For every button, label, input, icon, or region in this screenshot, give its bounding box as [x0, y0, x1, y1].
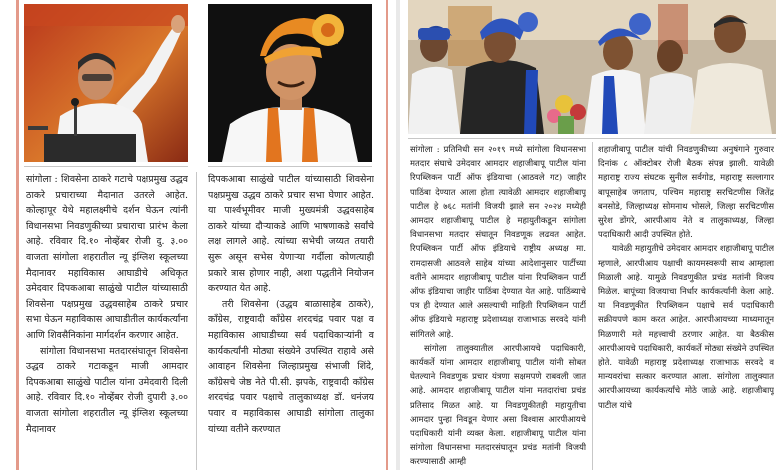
- paragraph: यावेळी महायुतीचे उमेदवार आमदार शहाजीबापू पाटील म्हणाले, आरपीआय पक्षाची कायमस्वरूपी साथ आम्हाला मिळाली आहे. यामुळे निवडणुकीत प्रचंड मतांनी विजय मिळेल. बापूंच्या विजयाचा निर्धार कार्यकर्त्यांनी केला आहे. या निवडणुकीत रिपब्लिकन पक्षाचे सर्व पदाधिकारी सक्रीयपणे काम करत आहेत. आरपीआयच्या माध्यमातून मिळणारी मते महत्त्वाची ठरणार आहेत. या बैठकीस आरपीआयचे पदाधिकारी, कार्यकर्ते मोठ्या संख्येने उपस्थित होते. यावेळी महाराष्ट्र प्रदेशाध्यक्ष राजाभाऊ सरवदे व मान्यवरांचा सत्कार करण्यात आला. सांगोला तालुक्यात आरपीआयच्या कार्यकर्त्यांचे मोठे जाळे आहे. शहाजीबापू पाटील यांचे: [598, 243, 774, 410]
- photo-caption-rule: [24, 166, 188, 167]
- column-separator-rule: [196, 172, 197, 470]
- paragraph: सांगोला : शिवसेना ठाकरे गटाचे पक्षप्रमुख उद्धव ठाकरे प्रचाराच्या मैदानात उतरले आहेत. कोल्हापूर येथे महालक्ष्मीचे दर्शन घेऊन त्यांनी विधानसभा निवडणुकीच्या प्रचाराचा प्रारंभ केला आहे. रविवार दि.१० नोव्हेंबर रोजी दु. ३.०० वाजता सांगोला शहरातील न्यू इंग्लिश स्कूलच्या मैदानावर महाविकास आघाडीचे अधिकृत उमेदवार दिपकआबा साळुंखे पाटील यांच्यासाठी शिवसेना पक्षप्रमुख उद्धवसाहेब ठाकरे प्रचार सभा घेऊन महाविकास आघाडीतील कार्यकर्त्यांना आणि शिवसैनिकांना मार्गदर्शन करणार आहेत.: [26, 174, 188, 341]
- uddhav-thackeray-speaking-photo: [24, 4, 188, 162]
- paragraph: सांगोला तालुक्यातील आरपीआयचे पदाधिकारी, कार्यकर्ते यांना आमदार शहाजीबापू पाटील यांनी सोबत घेतल्याने निवडणुक प्रचार यंत्रणा सक्षमपणे राबवली जात आहे. आमदार शहाजीबापू पाटील यांना मतदारांचा प्रचंड प्रतिसाद मिळत आहे. या निवडणुकीतही महायुतीचा आमदार पुन्हा निवडून येणार असा विश्वास आरपीआयचे पदाधिकारी यांनी व्यक्त केला. शहाजीबापू पाटील यांना सांगोला विधानसभा मतदारसंघातून प्रचंड मतांनी विजयी करण्यासाठी आम्ही: [410, 342, 586, 467]
- paragraph: सांगोला : प्रतिनिधी सन २०१९ मध्ये सांगोला विधानसभा मतदार संघाचे उमेदवार आमदार शहाजीबापू पाटील यांना रिपब्लिकन पार्टी ऑफ इंडियाचा (आठवले गट) जाहीर पाठिंबा देण्यात आला होता त्यावेळी आमदार शहाजीबापू पाटील हे ७६८ मतांनी विजयी झाले सन २०२४ मध्येही आमदार शहाजीबापू पाटील हे महायुतीकडून सांगोला विधानसभा मतदार संघातून निवडणूक लढवत आहेत. रिपब्लिकन पार्टी ऑफ इंडियाचे राष्ट्रीय अध्यक्ष मा. रामदासजी आठवले साहेब यांच्या आदेशानुसार पार्टीच्या वतीने आमदार शहाजीबापू पाटील यांना रिपब्लिकन पार्टी ऑफ इंडियाचा जाहीर पाठिंबा देण्यात येत आहे. पाठिंब्याचे पत्र ही देण्यात आले असल्याची माहिती रिपब्लिकन पार्टी ऑफ इंडियाचे महाराष्ट्र प्रदेशाध्यक्ष राजाभाऊ सरवदे यांनी सांगितले आहे.: [410, 144, 586, 339]
- paragraph: तरी शिवसेना (उद्धव बाळासाहेब ठाकरे), काँग्रेस, राष्ट्रवादी काँग्रेस शरदचंद्र पवार पक्ष व महाविकास आघाडीच्या सर्व पदाधिकाऱ्यांनी व कार्यकर्त्यांनी मोठ्या संख्येने उपस्थित राहावे असे आवाहन शिवसेना जिल्हाप्रमुख संभाजी शिंदे, काँग्रेसचे जेष्ठ नेते पी.सी. झपके, राष्ट्रवादी काँग्रेस शरदचंद्र पवार पक्षाचे तालुकाध्यक्ष डॉ. धनंजय पवार व महाविकास आघाडी सांगोला तालुका यांच्या वतीने करण्यात: [208, 298, 374, 435]
- column-separator-rule: [592, 142, 593, 470]
- left-clipping-column-2: [208, 172, 374, 470]
- right-clipping-column-1: [410, 142, 586, 470]
- paragraph: सांगोला विधानसभा मतदारसंघातून शिवसेना उद्धव ठाकरे गटाकडून माजी आमदार दिपकआबा साळुंखे पाटील यांना उमेदवारी दिली आहे. रविवार दि.१० नोव्हेंबर रोजी दुपारी ३.०० वाजता सांगोला शहरातील न्यू इंग्लिश स्कूलच्या मैदानावर: [26, 345, 188, 435]
- left-margin-rule: [16, 0, 19, 470]
- right-margin-rule: [386, 0, 388, 470]
- clipping-gutter: [396, 0, 400, 470]
- felicitation-group-photo: [408, 0, 776, 134]
- photo-caption-rule: [208, 166, 372, 167]
- paragraph: शहाजीबापू पाटील यांची निवडणुकीच्या अनुषंगाने गुरुवार दिनांक ८ ऑक्टोबर रोजी बैठक संपन्न झाली. यावेळी महाराष्ट्र राज्य संघटक सुनील सर्वगोड, महाराष्ट्र सल्लागार बापूसाहेब जगताप, पश्चिम महाराष्ट्र सरचिटणीस जितेंद्र बनसोडे, जिल्हाध्यक्ष सोमनाथ भोसले, जिल्हा सरचिटणीस सुरेश डोंगरे, आरपीआय नेते व तालुकाध्यक्ष, जिल्हा पदाधिकारी आदी उपस्थित होते.: [598, 144, 774, 240]
- left-clipping-column-1: [26, 172, 188, 470]
- dipak-salunkhe-portrait-photo: [208, 4, 372, 162]
- paragraph: दिपकआबा साळुंखे पाटील यांच्यासाठी शिवसेना पक्षप्रमुख उद्धव ठाकरे प्रचार सभा घेणार आहेत. या पार्श्वभूमीवर माजी मुख्यमंत्री उद्धवसाहेब ठाकरे यांच्या दौऱ्याकडे आणि भाषणाकडे सर्वांचे लक्ष लागले आहे. त्यांच्या सभेची जय्यत तयारी सुरू असून सभेस येणाऱ्या गर्दीला कोणत्याही प्रकारे त्रास होणार नाही, अशा पद्धतीने नियोजन करण्यात येत आहे.: [208, 174, 374, 295]
- photo-bottom-rule: [408, 138, 776, 139]
- right-clipping-column-2: [598, 142, 774, 470]
- right-news-clipping: [404, 0, 780, 470]
